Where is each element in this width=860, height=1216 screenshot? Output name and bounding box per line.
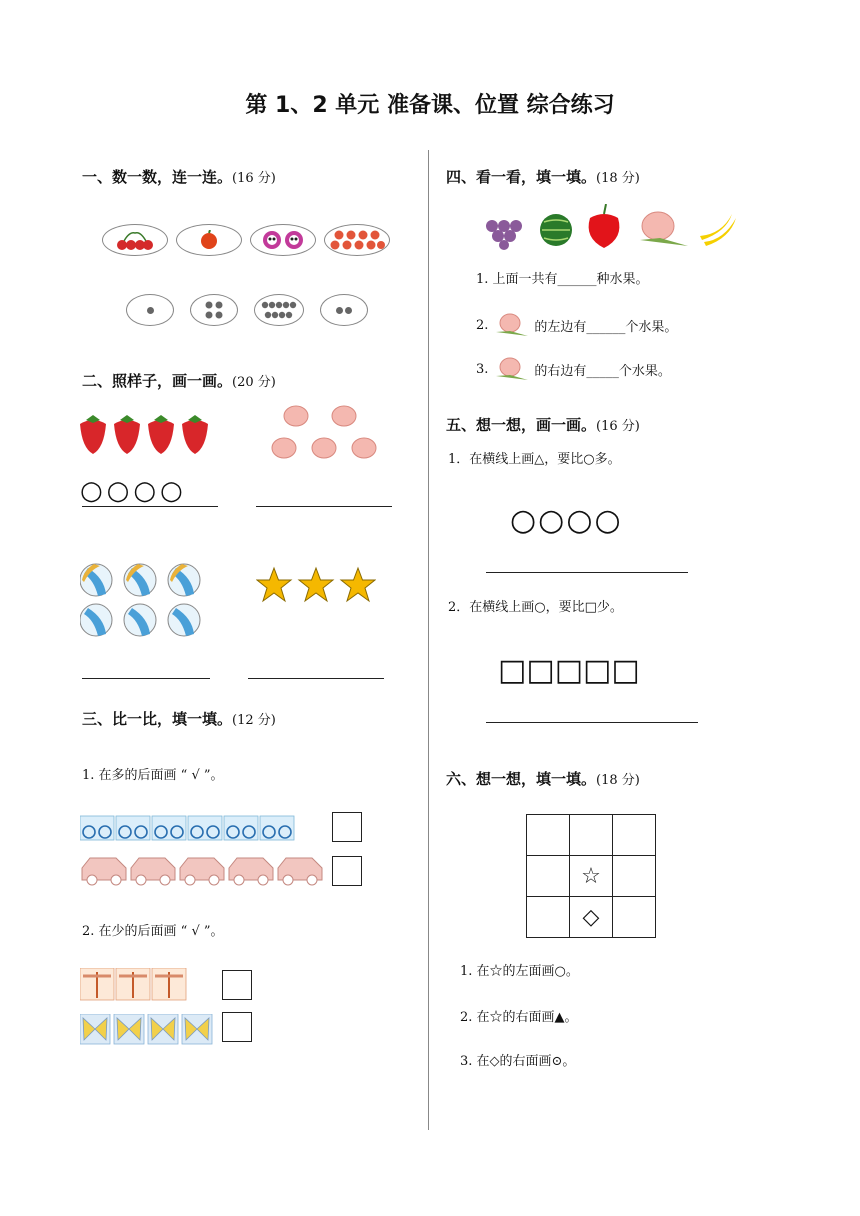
tomatoes-icon (329, 229, 385, 251)
star-answer-line[interactable] (248, 678, 384, 679)
bicycle-icon (80, 814, 296, 842)
grid-cell[interactable] (570, 815, 613, 856)
peach-icon (492, 356, 530, 382)
section-4-q3 (476, 356, 671, 382)
section-3-title: 三、比一比，填一填。 (82, 710, 233, 728)
section-4-q1: 1. 上面一共有______种水果。 (476, 272, 649, 287)
section-6-q1: 1. 在☆的左面画○。 (460, 964, 579, 979)
cherries-icon (115, 229, 155, 251)
position-grid (526, 814, 656, 938)
butterflies-image (80, 1014, 214, 1050)
cars-check-box[interactable] (332, 856, 362, 886)
section-3-heading (82, 708, 276, 729)
section-4-heading (446, 166, 640, 187)
tomatoes-oval[interactable] (324, 224, 390, 256)
cars-image (80, 852, 324, 890)
dots-9-oval[interactable] (254, 294, 304, 326)
apple-icon (199, 230, 219, 250)
section-3-points: (12 分) (232, 713, 276, 728)
grid-cell-star[interactable] (570, 856, 613, 897)
section-6-points: (18 分) (596, 773, 640, 788)
peach-answer-line[interactable] (256, 506, 392, 507)
section-2-heading (82, 370, 276, 391)
pandas-oval[interactable] (250, 224, 316, 256)
section-5-points: (16 分) (596, 419, 640, 434)
star-icon (256, 566, 376, 606)
section-6-title: 六、想一想，填一填。 (446, 770, 597, 788)
q3-text: 的右边有_____个水果。 (534, 363, 671, 379)
dragonfly-icon (80, 968, 188, 1002)
section-6-q2: 2. 在☆的右面画▲。 (460, 1010, 578, 1025)
grid-cell[interactable] (613, 897, 656, 938)
bicycles-image (80, 814, 296, 846)
q1-answer-line[interactable] (486, 572, 688, 573)
grid-cell[interactable] (613, 856, 656, 897)
fruit-ovals-row (102, 224, 390, 256)
butterfly-icon (80, 1014, 214, 1046)
dragonflies-check-box[interactable] (222, 970, 252, 1000)
section-3-q1: 1. 在多的后面画 “ √ ”。 (82, 768, 224, 783)
apple-oval[interactable] (176, 224, 242, 256)
page-title: 第 1、2 单元 准备课、位置 综合练习 (245, 93, 615, 118)
dots-9-icon (261, 300, 297, 320)
dot (336, 307, 343, 314)
ball-answer-line[interactable] (82, 678, 210, 679)
section-5-q1: 1．在横线上画△，要比○多。 (448, 452, 621, 467)
dragonflies-image (80, 968, 188, 1006)
butterflies-check-box[interactable] (222, 1012, 252, 1042)
section-6-heading (446, 768, 640, 789)
cherries-oval[interactable] (102, 224, 168, 256)
section-2-title: 二、照样子，画一画。 (82, 372, 233, 390)
q1-circles: ○○○○ (510, 503, 623, 538)
peach-icon (268, 402, 384, 466)
section-5-title: 五、想一想，画一画。 (446, 416, 597, 434)
section-2-points: (20 分) (232, 375, 276, 390)
car-icon (80, 852, 324, 886)
column-divider (428, 150, 429, 1130)
section-1-points: (16 分) (232, 171, 276, 186)
diamond-outline-icon: ◇ (582, 904, 600, 930)
section-4-points: (18 分) (596, 171, 640, 186)
section-1-title: 一、数一数，连一连。 (82, 168, 233, 186)
peaches-image (268, 402, 384, 470)
beach-balls-image (80, 560, 204, 644)
dots-4-oval[interactable] (190, 294, 238, 326)
dot (345, 307, 352, 314)
grid-cell[interactable] (613, 815, 656, 856)
q2-text: 的左边有______个水果。 (534, 319, 678, 335)
section-1-heading (82, 166, 276, 187)
fruits-icon (484, 204, 740, 250)
dots-2-oval[interactable] (320, 294, 368, 326)
pandas-icon (261, 228, 305, 252)
q2-squares: □□□□□ (498, 653, 640, 688)
peach-icon (492, 312, 530, 338)
section-3-q2: 2. 在少的后面画 “ √ ”。 (82, 924, 224, 939)
sample-answer-line (82, 506, 218, 507)
fruits-row-image (484, 204, 740, 254)
strawberries-image (76, 414, 216, 460)
stars-image (256, 566, 376, 610)
q3-number: 3. (476, 361, 489, 377)
q2-number: 2. (476, 317, 489, 333)
dots-4-icon (203, 300, 225, 320)
strawberry-icon (76, 414, 216, 456)
dot (147, 307, 154, 314)
grid-cell[interactable] (527, 815, 570, 856)
sample-circles: ○○○○ (80, 476, 187, 506)
grid-cell-diamond[interactable] (570, 897, 613, 938)
dots-1-oval[interactable] (126, 294, 174, 326)
section-6-q3: 3. 在◇的右面画⊙。 (460, 1054, 576, 1069)
grid-cell[interactable] (527, 856, 570, 897)
q2-answer-line[interactable] (486, 722, 698, 723)
section-4-title: 四、看一看，填一填。 (446, 168, 597, 186)
star-outline-icon: ☆ (581, 863, 601, 889)
grid-cell[interactable] (527, 897, 570, 938)
dot-ovals-row (126, 294, 368, 326)
section-5-heading (446, 414, 640, 435)
section-5-q2: 2．在横线上画○，要比□少。 (448, 600, 623, 615)
section-4-q2 (476, 312, 677, 338)
bicycles-check-box[interactable] (332, 812, 362, 842)
beach-ball-icon (80, 560, 204, 640)
